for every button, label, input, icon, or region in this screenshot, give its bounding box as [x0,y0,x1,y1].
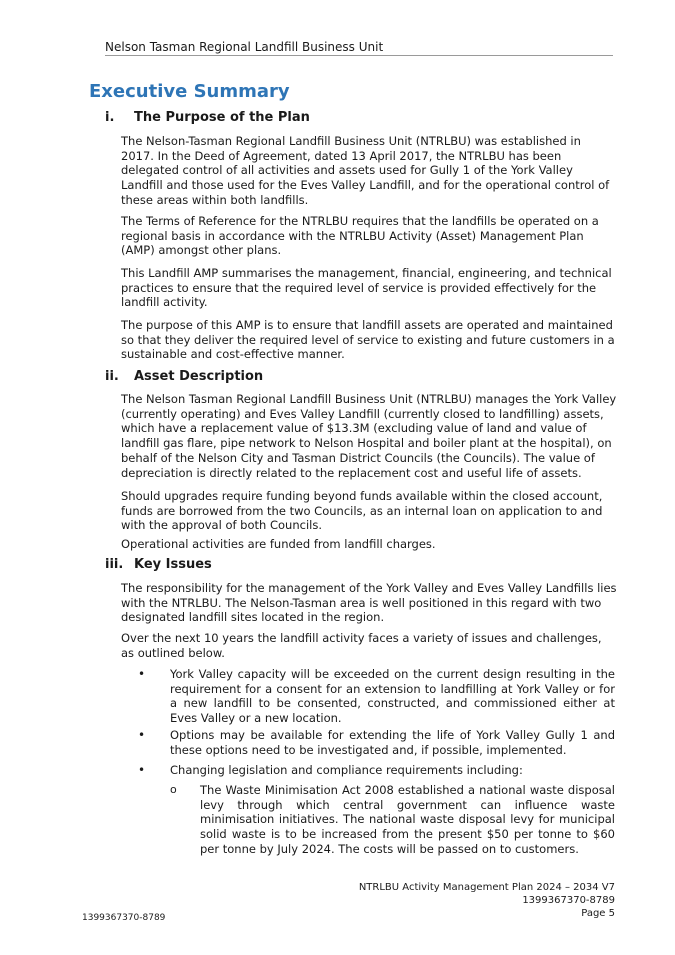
running-header: Nelson Tasman Regional Landfill Business Unit [105,40,613,56]
page-number: Page 5 [581,908,615,919]
page-footer [359,881,615,920]
list-item: York Valley capacity will be exceeded on the current design resulting in the requirement for a consent for an extension to landfilling at York Valley or for a new landfill to be consented, constructed, and commissioned either at Eves Valley or a new location. [170,667,615,726]
footer-plan-title: NTRLBU Activity Management Plan 2024 – 2034 V7 [358,882,615,893]
paragraph: The purpose of this AMP is to ensure that landfill assets are operated and maintained so that they deliver the required level of service to existing and future customers in a sustainable and cost-effective manner. [121,318,615,362]
paragraph: Should upgrades require funding beyond funds available within the closed account, funds are borrowed from the two Councils, as an internal loan on application to and with the approval of both Councils. [121,489,603,533]
section-title: The Purpose of the Plan [134,110,310,125]
document-id: 1399367370-8789 [82,913,166,923]
section-number: i. [105,110,115,125]
paragraph: The Terms of Reference for the NTRLBU requires that the landfills be operated on a regional basis in accordance with the NTRLBU Activity (Asset) Management Plan (AMP) amongst other plans. [121,214,599,258]
section-number: ii. [105,369,119,384]
paragraph: This Landfill AMP summarises the management, financial, engineering, and technical practices to ensure that the required level of service is provided effectively for the landfill activity. [121,266,612,310]
paragraph: The Nelson-Tasman Regional Landfill Business Unit (NTRLBU) was established in 2017. In the Deed of Agreement, dated 13 April 2017, the NTRLBU has been delegated control of all activities and assets used for Gully 1 of the York Valley Landfill and those used for the Eves Valley Landfill, and for the operational control of these areas within both landfills. [121,134,610,207]
section-number: iii. [105,557,124,572]
list-item: Options may be available for extending the life of York Valley Gully 1 and these options need to be investigated and, if possible, implemented. [170,728,615,757]
section-heading-asset-description [105,369,264,384]
section-heading-purpose [105,110,310,125]
bullet-icon: • [138,667,146,681]
paragraph: Over the next 10 years the landfill activity faces a variety of issues and challenges, as outlined below. [121,631,602,660]
sub-list-item: The Waste Minimisation Act 2008 established a national waste disposal levy through which central government can influence waste minimisation initiatives. The national waste disposal levy for municipal solid waste is to be increased from the present $50 per tonne to $60 per tonne by July 2024. The costs will be passed on to customers. [200,783,615,856]
sub-bullet-icon: o [170,783,177,796]
section-title: Asset Description [134,369,264,384]
page-title: Executive Summary [89,81,290,102]
bullet-icon: • [138,763,146,777]
bullet-icon: • [138,728,146,742]
section-heading-key-issues [105,557,212,572]
paragraph: Operational activities are funded from landfill charges. [121,537,436,551]
list-item: Changing legislation and compliance requirements including: [170,763,523,777]
paragraph: The responsibility for the management of the York Valley and Eves Valley Landfills lies with the NTRLBU. The Nelson-Tasman area is well positioned in this regard with two designated landfill sites located in the region. [121,581,617,625]
paragraph: The Nelson Tasman Regional Landfill Business Unit (NTRLBU) manages the York Valley (currently operating) and Eves Valley Landfill (currently closed to landfilling) assets, which have a replacement value of $13.3M (excluding value of land and value of landfill gas flare, pipe network to Nelson Hospital and boiler plant at the hospital), on behalf of the Nelson City and Tasman District Councils (the Councils). The value of depreciation is directly related to the replacement cost and useful life of assets. [121,392,617,480]
section-title: Key Issues [134,557,212,572]
footer-doc-number: 1399367370-8789 [522,895,615,906]
